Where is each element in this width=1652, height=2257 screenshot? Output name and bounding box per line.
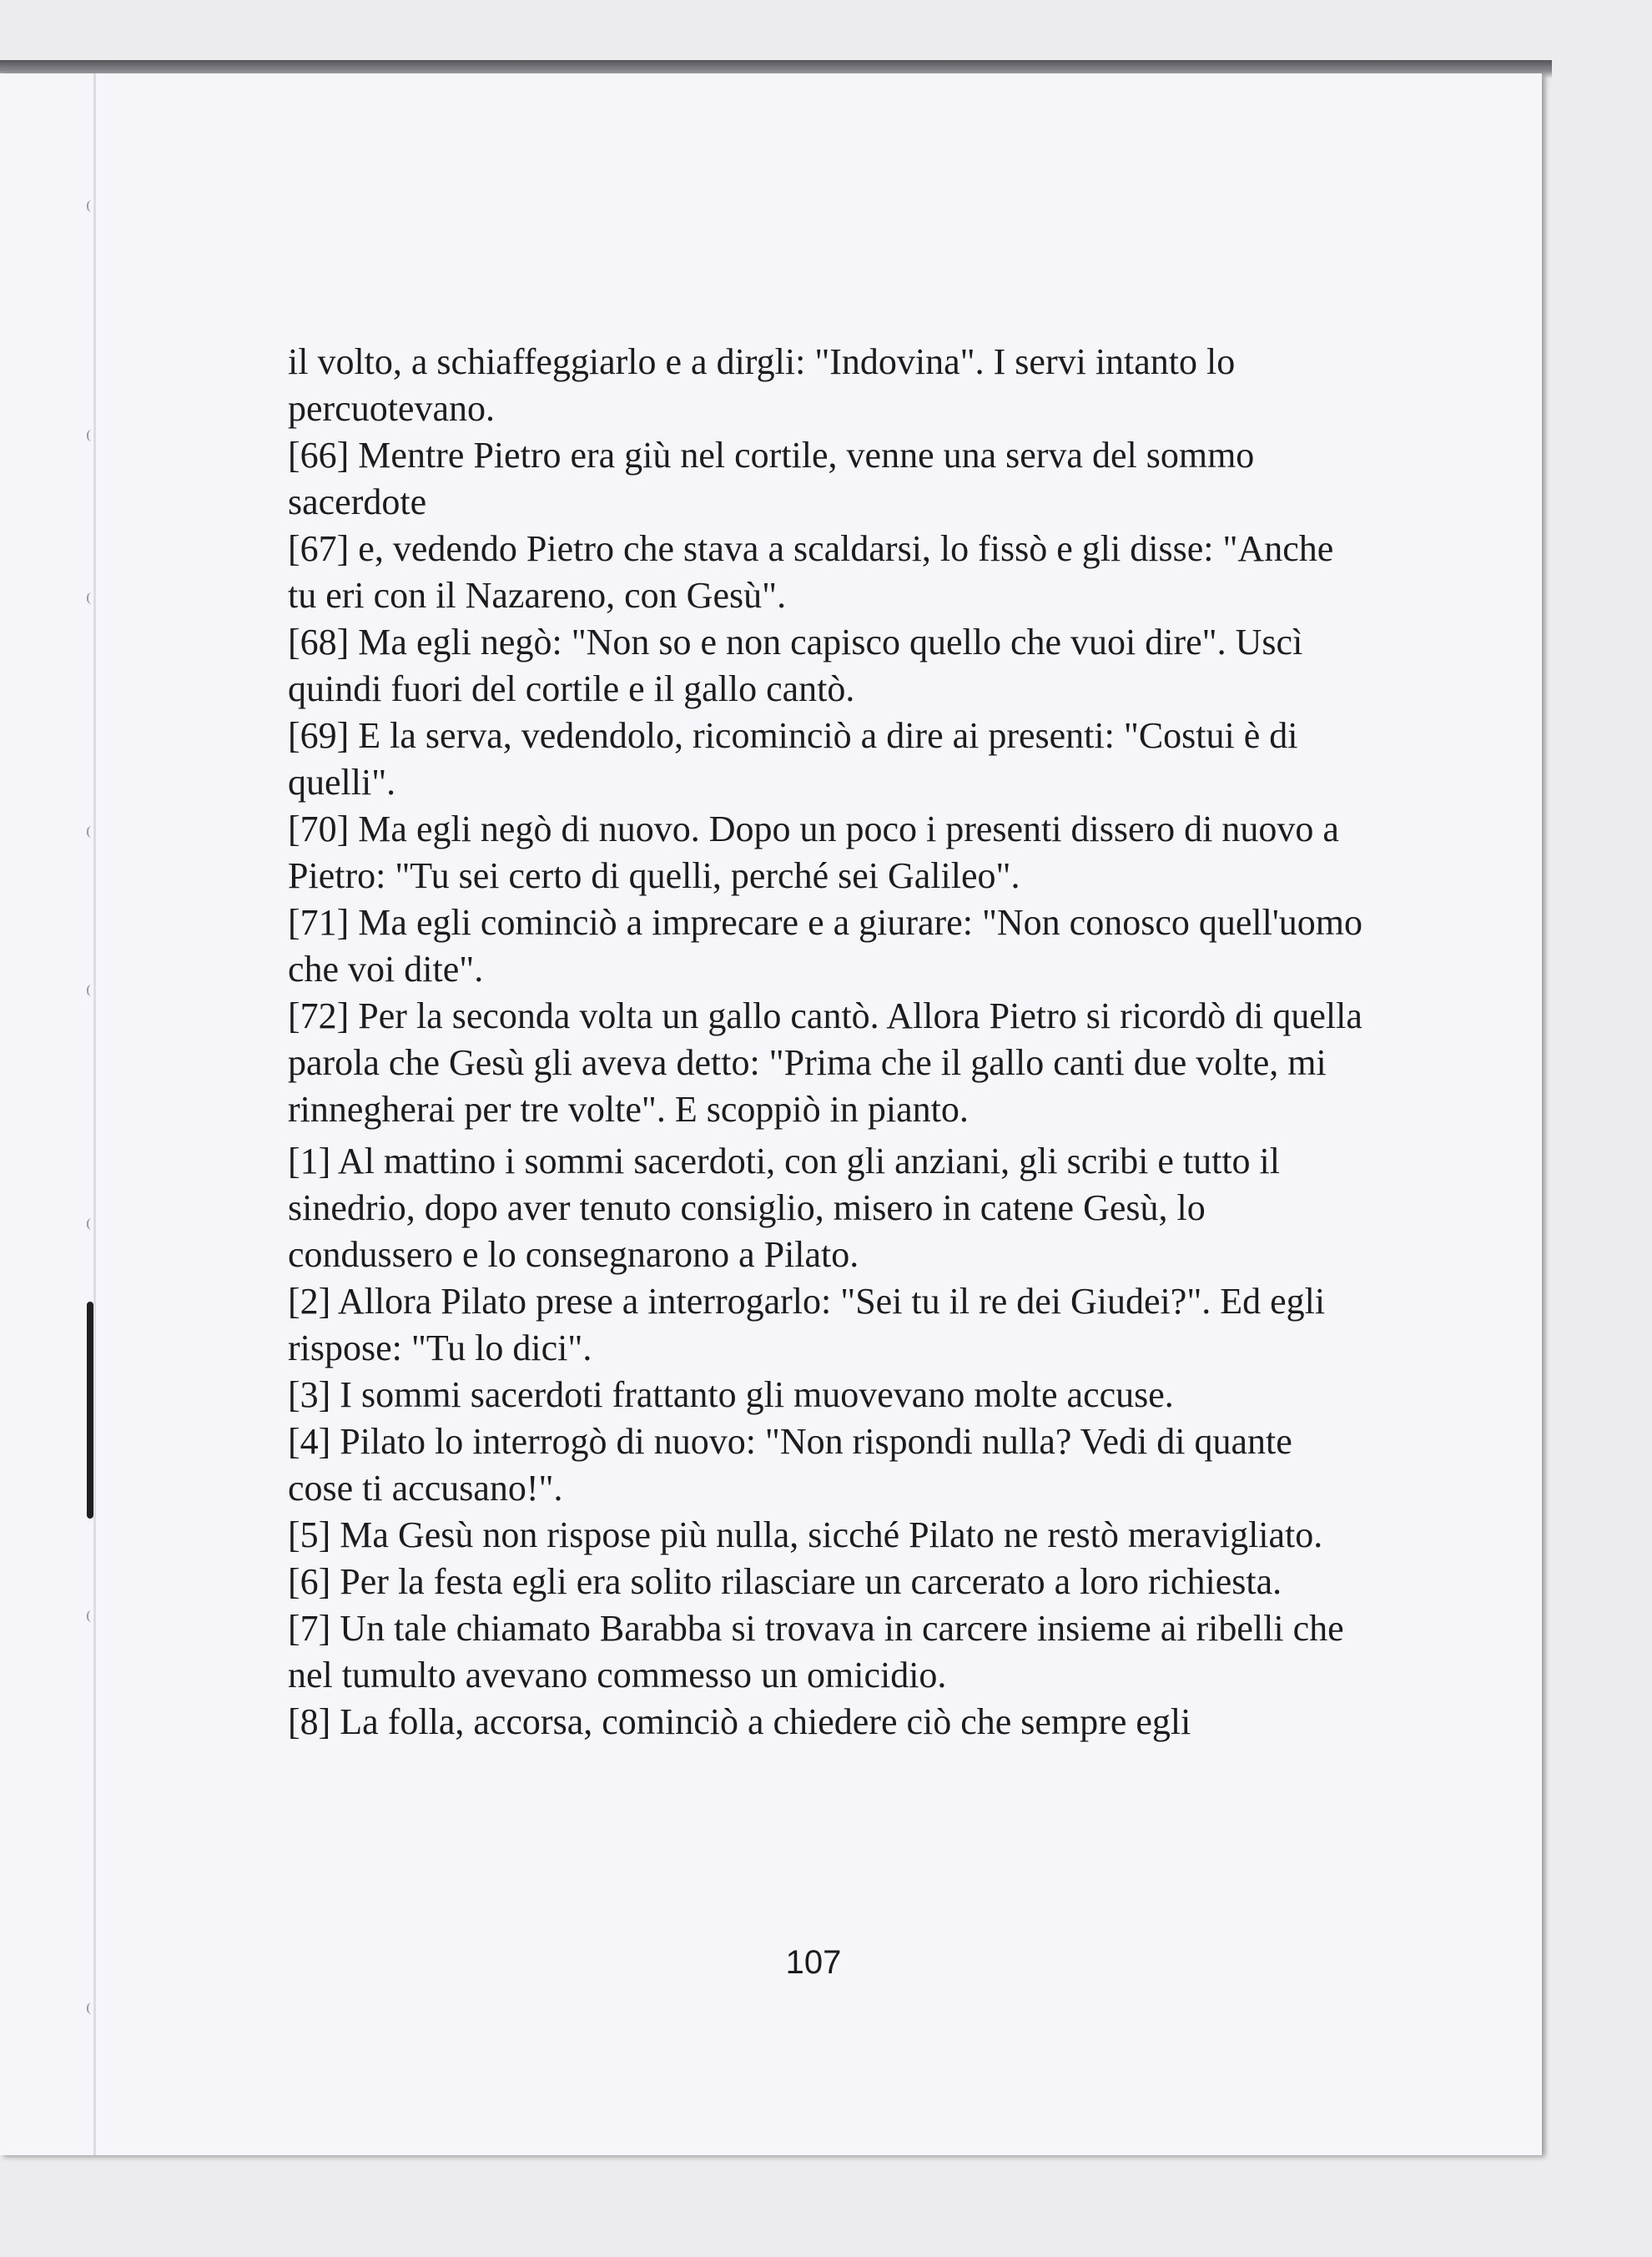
text-paragraph: [7] Un tale chiamato Barabba si trovava in carcere insieme ai ribelli che nel tumulto avevano commesso un omicidio. bbox=[288, 1608, 1344, 1695]
text-paragraph: [68] Ma egli negò: "Non so e non capisco quello che vuoi dire". Uscì quindi fuori del cortile e il gallo cantò. bbox=[288, 622, 1303, 709]
binding-stitch bbox=[87, 2003, 97, 2014]
text-paragraph: [70] Ma egli negò di nuovo. Dopo un poco i presenti dissero di nuovo a Pietro: "Tu sei certo di quelli, perché sei Galileo". bbox=[288, 809, 1339, 896]
binding-stitch bbox=[87, 200, 97, 212]
text-paragraph: [6] Per la festa egli era solito rilasciare un carcerato a loro richiesta. bbox=[288, 1561, 1282, 1602]
binding-spine-shadow bbox=[87, 1302, 93, 1519]
text-paragraph: [1] Al mattino i sommi sacerdoti, con gli anziani, gli scribi e tutto il sinedrio, dopo aver tenuto consiglio, misero in catene Gesù, lo condussero e lo consegnarono a Pilato. bbox=[288, 1141, 1281, 1275]
text-paragraph: [71] Ma egli cominciò a imprecare e a giurare: "Non conosco quell'uomo che voi dite". bbox=[288, 902, 1362, 990]
text-paragraph: [67] e, vedendo Pietro che stava a scaldarsi, lo fissò e gli disse: "Anche tu eri con il Nazareno, con Gesù". bbox=[288, 528, 1334, 616]
text-paragraph: [3] I sommi sacerdoti frattanto gli muovevano molte accuse. bbox=[288, 1374, 1174, 1415]
text-paragraph: [5] Ma Gesù non rispose più nulla, sicché Pilato ne restò meravigliato. bbox=[288, 1514, 1323, 1555]
text-paragraph: [4] Pilato lo interrogò di nuovo: "Non rispondi nulla? Vedi di quante cose ti accusano!". bbox=[288, 1421, 1292, 1509]
binding-stitch bbox=[87, 1218, 97, 1230]
page-number: 107 bbox=[785, 1944, 842, 1981]
binding-stitch bbox=[87, 985, 97, 996]
text-paragraph: [66] Mentre Pietro era giù nel cortile, venne una serva del sommo sacerdote bbox=[288, 435, 1255, 522]
page-fold-line bbox=[93, 73, 96, 2155]
text-paragraph: il volto, a schiaffeggiarlo e a dirgli: "Indovina". I servi intanto lo percuotevano. bbox=[288, 341, 1236, 429]
binding-stitch bbox=[87, 592, 97, 604]
binding-stitch bbox=[87, 430, 97, 441]
text-paragraph: [72] Per la seconda volta un gallo cantò. Allora Pietro si ricordò di quella parola che Gesù gli aveva detto: "Prima che il gallo canti due volte, mi rinnegherai per tre volte". E scoppiò in pianto. bbox=[288, 995, 1362, 1130]
binding-stitch bbox=[87, 826, 97, 838]
text-paragraph: [8] La folla, accorsa, cominciò a chiedere ciò che sempre egli bbox=[288, 1701, 1191, 1742]
page-text-body bbox=[288, 334, 1364, 1746]
text-paragraph: [69] E la serva, vedendolo, ricominciò a dire ai presenti: "Costui è di quelli". bbox=[288, 715, 1298, 803]
binding-stitch bbox=[87, 1610, 97, 1622]
text-paragraph: [2] Allora Pilato prese a interrogarlo: "Sei tu il re dei Giudei?". Ed egli rispose: "Tu lo dici". bbox=[288, 1281, 1326, 1368]
